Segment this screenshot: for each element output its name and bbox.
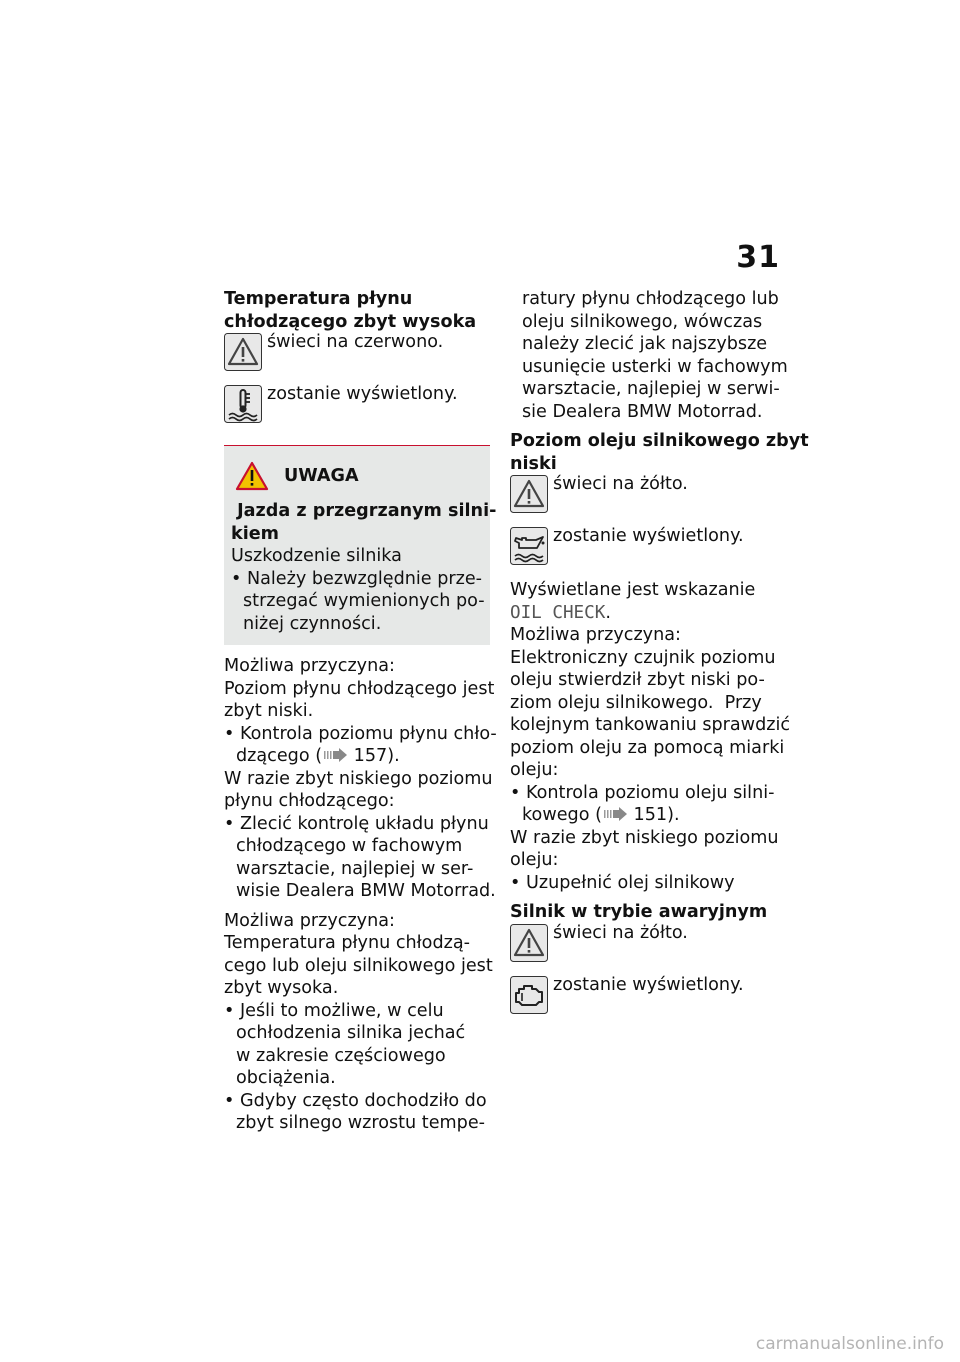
continuation-text: sie Dealera BMW Motorrad.: [522, 401, 763, 422]
warning-bullet: • Należy bezwzględnie prze-: [231, 568, 483, 589]
page-reference[interactable]: 151).: [627, 805, 680, 825]
continuation-text: ratury płynu chłodzącego lub: [522, 289, 779, 309]
bullet-item-cont: zbyt silnego wzrostu tempe-: [236, 1113, 485, 1133]
section-title-emergency: Silnik w trybie awaryjnym: [510, 902, 768, 922]
indicator-text: świeci na żółto.: [553, 922, 688, 943]
caution-triangle-icon: [235, 461, 269, 491]
cause-text: kolejnym tankowaniu sprawdzić: [510, 715, 791, 735]
right-column: [510, 288, 809, 1028]
oil-can-icon: [510, 527, 548, 565]
instruction-text: W razie zbyt niskiego poziomu: [510, 827, 779, 848]
indicator-row-engine: [510, 976, 782, 1028]
bullet-item-cont: [510, 804, 782, 827]
section-title-oil-2: niski: [510, 453, 557, 474]
warning-title: UWAGA: [284, 466, 359, 486]
section-title-oil: Poziom oleju silnikowego zbyt: [510, 431, 809, 451]
instruction-text: W razie zbyt niskiego poziomu: [224, 768, 493, 789]
bullet-item: • Kontrola poziomu płynu chło-: [224, 723, 497, 744]
cause-label: Możliwa przyczyna:: [224, 910, 395, 931]
bullet-text: dzącego (: [236, 746, 323, 766]
left-column: [224, 288, 497, 1135]
continuation-text: usunięcie usterki w fachowym: [522, 356, 788, 377]
bullet-item-cont: [224, 745, 490, 768]
bullet-item: • Uzupełnić olej silnikowy: [510, 872, 735, 893]
bullet-item: • Jeśli to możliwe, w celu: [224, 1000, 444, 1021]
bullet-item: • Zlecić kontrolę układu płynu: [224, 813, 489, 834]
continuation-text: należy zlecić jak najszybsze: [522, 334, 768, 354]
warning-consequence: Uszkodzenie silnika: [231, 546, 402, 566]
indicator-row-general-warning: [510, 924, 782, 976]
cause-text: zbyt wysoka.: [224, 978, 339, 998]
cause-text: Temperatura płynu chłodzą-: [224, 933, 470, 953]
warning-triangle-icon: [510, 924, 548, 962]
instruction-text: płynu chłodzącego:: [224, 791, 395, 811]
display-code: OIL CHECK: [510, 602, 606, 623]
page-reference-arrow-icon[interactable]: [322, 748, 348, 762]
display-code-dot: .: [605, 602, 611, 623]
warning-header: [231, 460, 482, 492]
section-title-coolant-2: chłodzącego zbyt wysoka: [224, 311, 477, 332]
bullet-item-cont: wisie Dealera BMW Motorrad.: [236, 881, 496, 901]
cause-text: Poziom płynu chłodzącego jest: [224, 678, 495, 699]
watermark: carmanualsonline.info: [755, 1334, 944, 1354]
bullet-item-cont: obciążenia.: [236, 1068, 336, 1088]
bullet-item-cont: w zakresie częściowego: [236, 1045, 446, 1066]
indicator-text: świeci na czerwono.: [267, 332, 444, 352]
display-code-line: [510, 602, 782, 625]
bullet-item-cont: warsztacie, najlepiej w ser-: [236, 858, 474, 879]
indicator-text: świeci na żółto.: [553, 474, 688, 494]
engine-check-icon: [510, 976, 548, 1014]
cause-text: Elektroniczny czujnik poziomu: [510, 647, 776, 668]
indicator-text: zostanie wyświetlony.: [553, 974, 744, 995]
indicator-text: zostanie wyświetlony.: [553, 526, 744, 546]
page-reference-arrow-icon[interactable]: [602, 807, 628, 821]
cause-text: poziom oleju za pomocą miarki: [510, 737, 785, 758]
bullet-item-cont: ochłodzenia silnika jechać: [236, 1023, 466, 1043]
display-line: Wyświetlane jest wskazanie: [510, 580, 756, 600]
bullet-item-cont: chłodzącego w fachowym: [236, 836, 463, 856]
bullet-item: • Gdyby często dochodziło do: [224, 1090, 487, 1111]
indicator-text: zostanie wyświetlony.: [267, 384, 458, 404]
indicator-row-general-warning: [224, 333, 490, 385]
cause-text: cego lub oleju silnikowego jest: [224, 955, 493, 976]
continuation-text: oleju silnikowego, wówczas: [522, 311, 763, 332]
cause-label: Możliwa przyczyna:: [510, 625, 681, 645]
indicator-row-general-warning: [510, 475, 782, 527]
coolant-temperature-icon: [224, 385, 262, 423]
cause-text: zbyt niski.: [224, 701, 314, 721]
instruction-text: oleju:: [510, 850, 559, 870]
warning-heading: Jazda z przegrzanym silni-: [231, 501, 497, 521]
indicator-row-oil: [510, 527, 782, 579]
bullet-item: • Kontrola poziomu oleju silni-: [510, 782, 775, 803]
section-title-coolant: Temperatura płynu: [224, 289, 413, 309]
bullet-text: kowego (: [522, 805, 602, 825]
warning-box: [224, 445, 497, 645]
page-number: 31: [736, 240, 780, 275]
warning-bullet-cont: strzegać wymienionych po-: [243, 591, 485, 611]
warning-bullet-cont: niżej czynności.: [243, 613, 382, 634]
cause-label: Możliwa przyczyna:: [224, 656, 395, 676]
warning-triangle-icon: [510, 475, 548, 513]
cause-text: oleju stwierdził zbyt niski po-: [510, 670, 765, 690]
cause-text: ziom oleju silnikowego. Przy: [510, 692, 762, 713]
cause-text: oleju:: [510, 760, 559, 780]
indicator-row-coolant: [224, 385, 490, 437]
continuation-text: warsztacie, najlepiej w serwi-: [522, 379, 780, 399]
page-reference[interactable]: 157).: [348, 746, 400, 766]
warning-heading-2: kiem: [231, 523, 279, 544]
warning-triangle-icon: [224, 333, 262, 371]
